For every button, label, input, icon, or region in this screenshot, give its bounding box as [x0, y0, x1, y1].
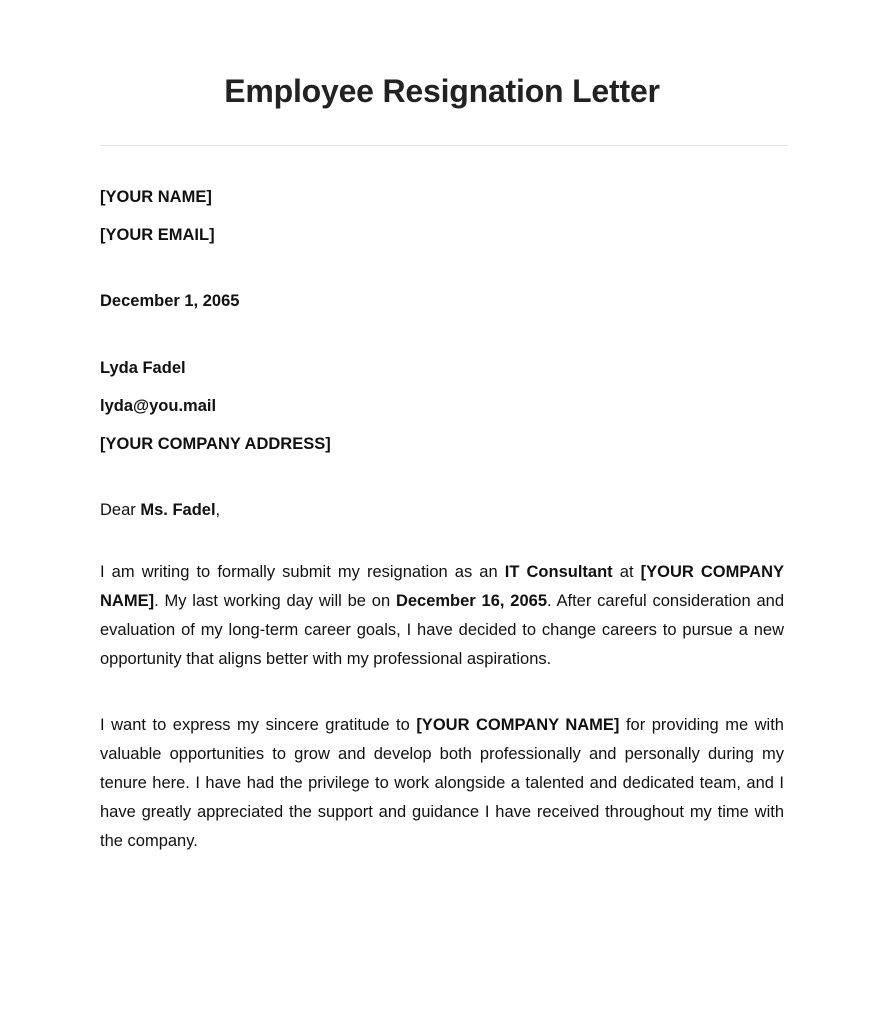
paragraph-text: for providing me with valuable opportunities to grow and develop both professionally and personally during my tenure here. I have had the privilege to work alongside a talented and dedicated team, and I have greatly appreciated the support and guidance I have received throughout my time with the company.	[100, 716, 784, 850]
recipient-address: [YOUR COMPANY ADDRESS]	[100, 435, 331, 453]
salutation	[100, 499, 784, 521]
salutation-punct: ,	[215, 501, 221, 519]
paragraph-text: I want to express my sincere gratitude to	[100, 716, 417, 734]
letter-date: December 1, 2065	[100, 292, 240, 310]
body-paragraph-2	[100, 711, 784, 856]
sender-email: [YOUR EMAIL]	[100, 226, 215, 244]
salutation-greeting: Dear	[100, 501, 141, 519]
sender-name: [YOUR NAME]	[100, 188, 212, 206]
paragraph-text: . After careful consideration and evaluation of my long-term career goals, I have decided to change careers to pursue a new opportunity that aligns better with my professional aspirations.	[100, 592, 784, 668]
paragraph-text: . My last working day will be on	[154, 592, 396, 610]
company-name: [YOUR COMPANY NAME]	[100, 563, 784, 610]
recipient-name: Lyda Fadel	[100, 359, 186, 377]
job-title: IT Consultant	[504, 563, 613, 581]
paragraph-text: I am writing to formally submit my resignation as an	[100, 563, 505, 581]
last-working-day: December 16, 2065	[395, 592, 548, 610]
title-divider	[100, 145, 788, 146]
body-paragraph-1	[100, 558, 784, 674]
paragraph-text: at	[612, 563, 641, 581]
document-title: Employee Resignation Letter	[224, 73, 660, 109]
company-name: [YOUR COMPANY NAME]	[416, 716, 620, 734]
salutation-name: Ms. Fadel	[140, 501, 216, 519]
recipient-email: lyda@you.mail	[100, 397, 217, 415]
